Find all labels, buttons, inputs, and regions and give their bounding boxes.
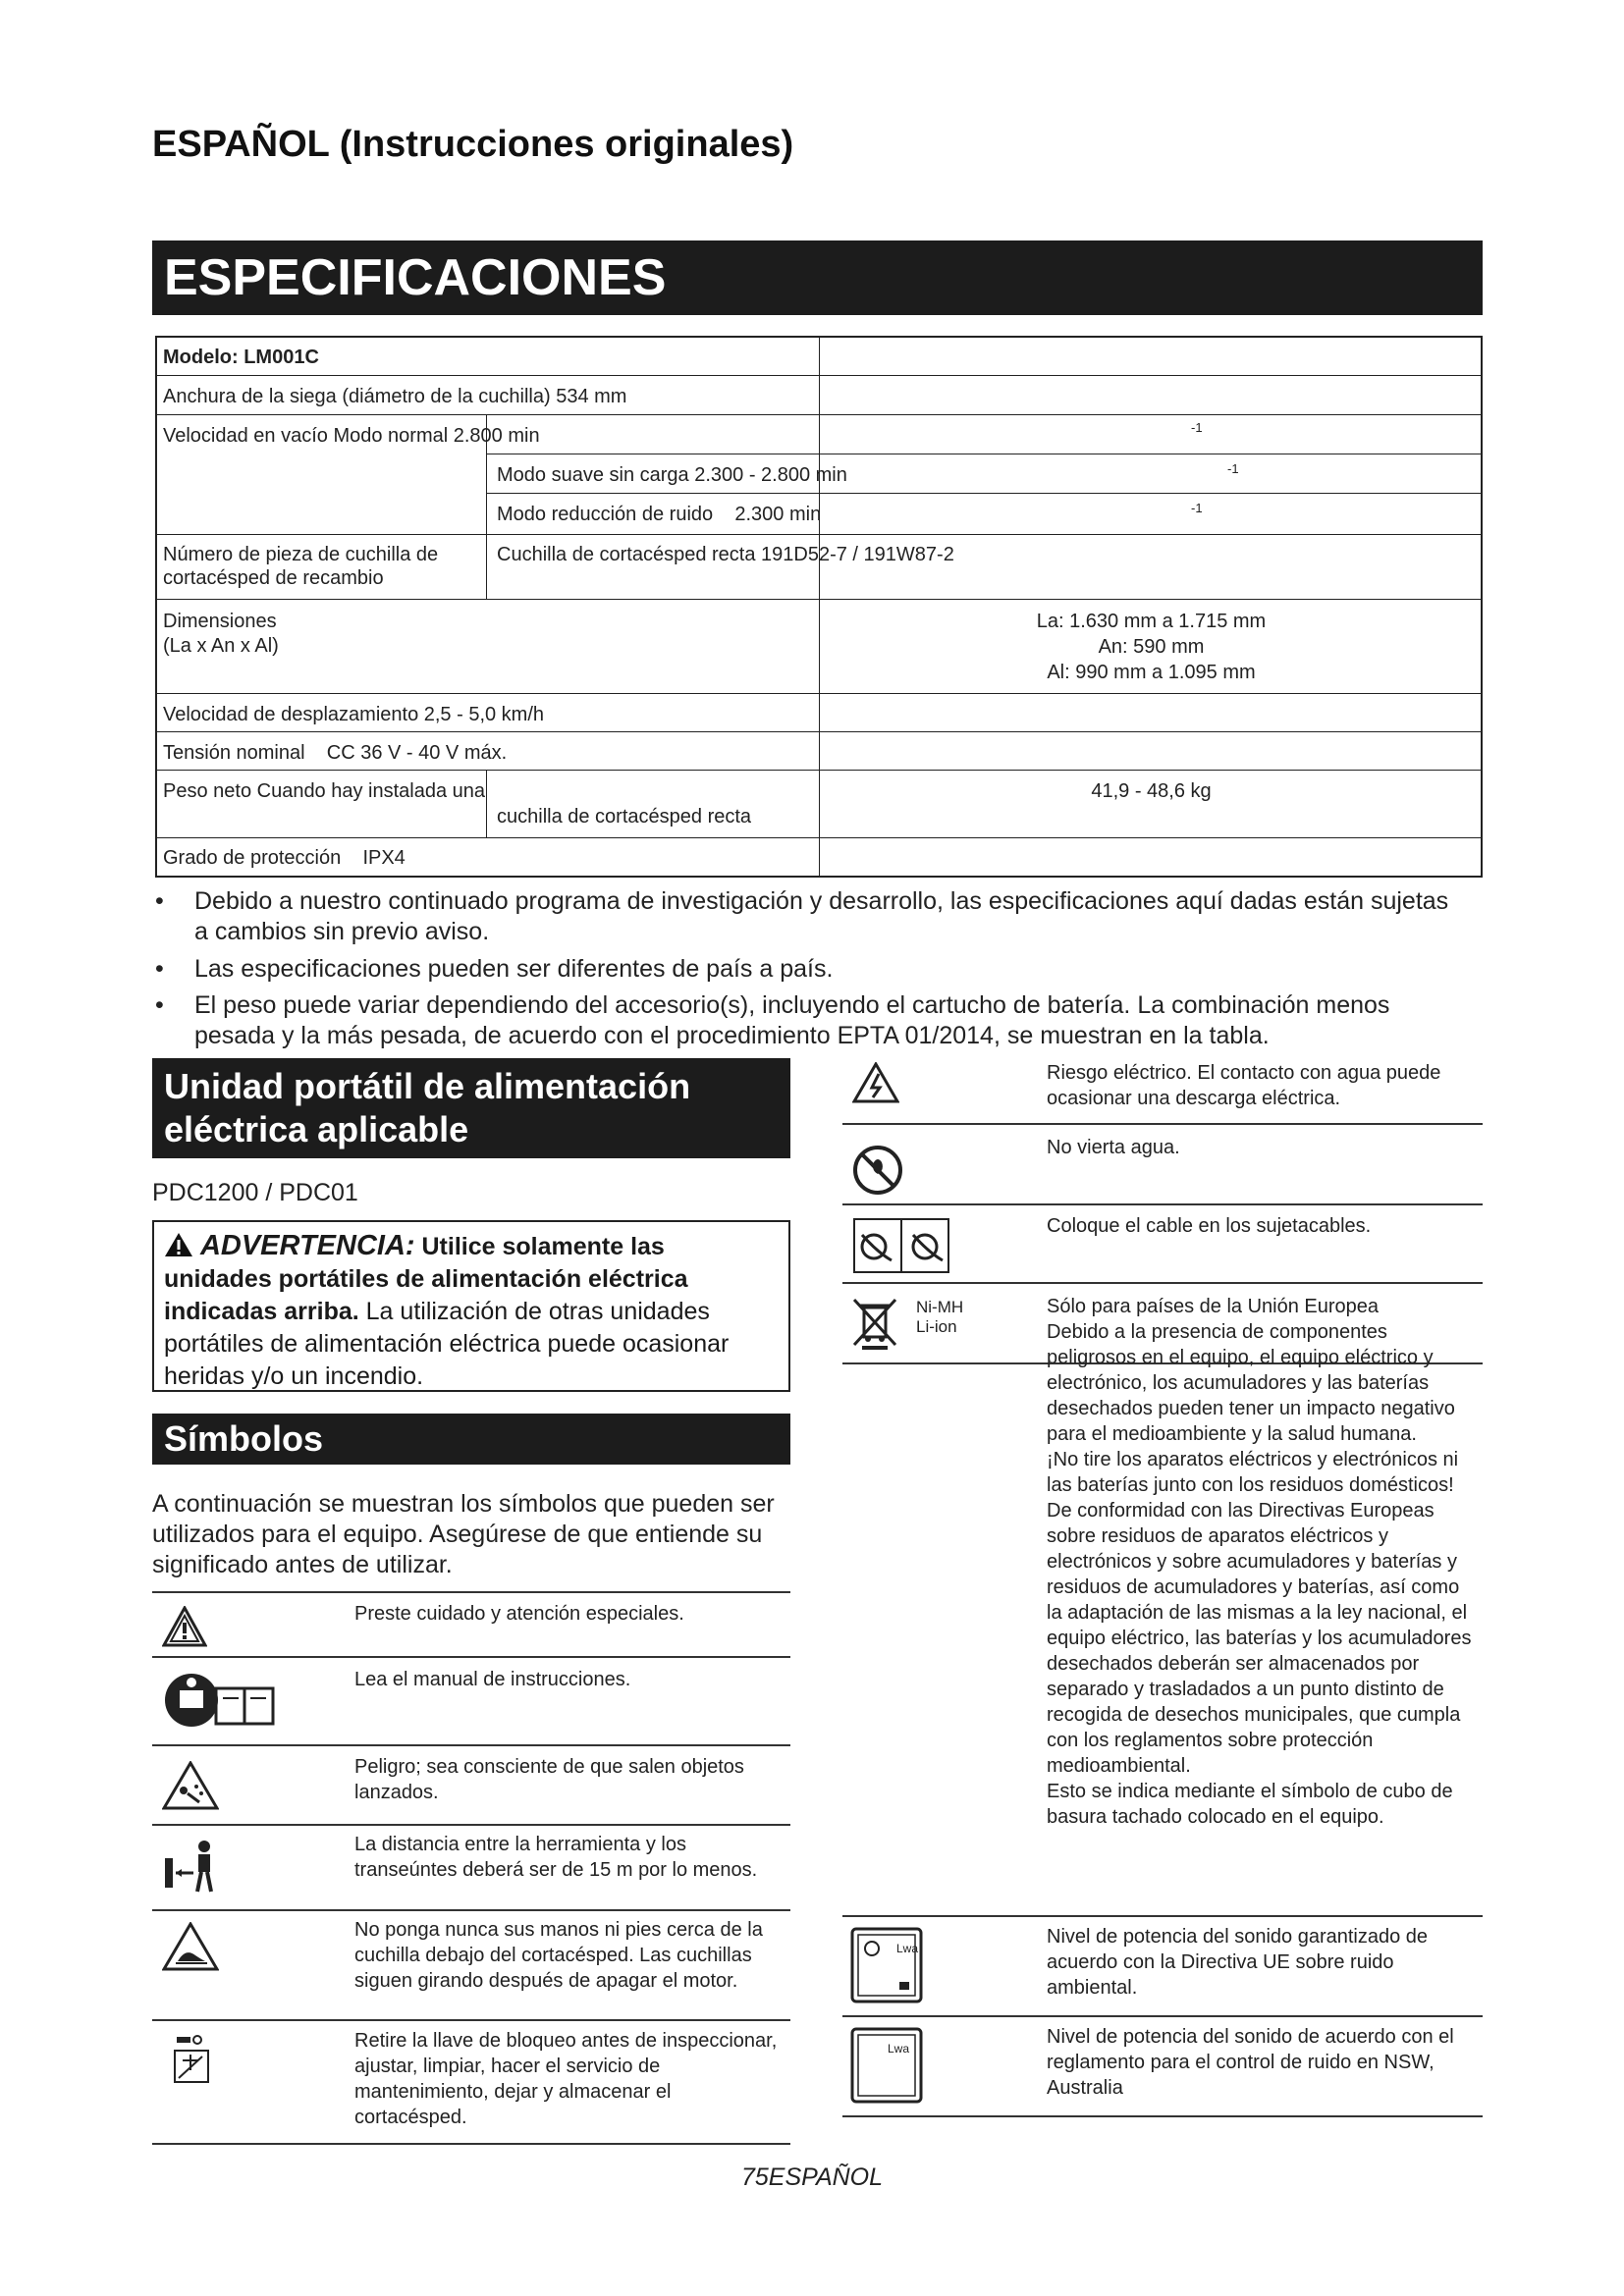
badge-nimh: Ni-MH xyxy=(916,1298,964,1316)
bullet-3: • El peso puede variar dependiendo del accesorio(s), incluyendo el cartucho de batería. La combinación menos pesada y la más pesada, de acuerdo con el procedimiento EPTA 01/2014, se muestran en la tabla. xyxy=(155,991,1390,1049)
symbol-text-caution: Preste cuidado y atención especiales. xyxy=(354,1603,684,1625)
power-unit-heading xyxy=(152,1058,790,1158)
symbol-text-sound-nsw: Nivel de potencia del sonido de acuerdo con el reglamento para el control de ruido en NSW, Australia xyxy=(1047,2026,1454,2099)
thrown-objects-icon xyxy=(162,1761,219,1815)
symbol-text-electric: Riesgo eléctrico. El contacto con agua puede ocasionar una descarga eléctrica. xyxy=(1047,1062,1441,1109)
electric-shock-icon xyxy=(852,1062,899,1108)
power-unit-models: PDC1200 / PDC01 xyxy=(152,1179,358,1206)
power-unit-heading-line-1: Unidad portátil de alimentación xyxy=(164,1066,691,1106)
bullet-2-text: Las especificaciones pueden ser diferentes de país a país. xyxy=(194,955,834,983)
warning-title: ADVERTENCIA: xyxy=(199,1230,415,1261)
symbol-text-distance: La distancia entre la herramienta y los transeúntes deberá ser de 15 m por lo menos. xyxy=(354,1834,758,1881)
symbol-text-sound-eu: Nivel de potencia del sonido garantizado de acuerdo con la Directiva UE sobre ruido ambiental. xyxy=(1047,1926,1429,1999)
spec-noload-quiet: Modo reducción de ruido 2.300 min xyxy=(497,504,822,525)
weee-para-4: De conformidad con las Directivas Europeas sobre residuos de aparatos eléctricos y electrónicos y sobre acumuladores y baterías y residuos de acumuladores y baterías, así como la adaptación de las mismas a la ley nacional, el equipo eléctrico, las baterías y los acumuladores desechados deberán ser almacenados por separado y trasladados a un punto distinto de recogida de desechos municipales, que cumpla con los reglamentos sobre protección medioambiental. xyxy=(1047,1500,1472,1777)
specifications-heading: ESPECIFICACIONES xyxy=(152,240,1483,315)
spec-blade-label: Número de pieza de cuchilla de cortacésped de recambio xyxy=(163,544,439,589)
power-unit-heading-line-2: eléctrica aplicable xyxy=(164,1109,469,1149)
remove-key-icon xyxy=(169,2035,214,2091)
warning-bold-text: Utilice solamente las unidades portátiles de alimentación eléctrica indicadas arriba. xyxy=(164,1233,688,1325)
symbol-text-remove-key: Retire la llave de bloqueo antes de inspeccionar, ajustar, limpiar, hacer el servicio de mantenimiento, dejar y almacenar el cortacésped. xyxy=(354,2030,778,2128)
warning-text: La utilización de otras unidades portátiles de alimentación eléctrica puede ocasionar heridas y/o un incendio. xyxy=(164,1298,730,1390)
spec-sup-2: -1 xyxy=(1227,461,1239,476)
spec-dim-l: La: 1.630 mm a 1.715 mm xyxy=(1036,611,1267,632)
weee-para-1: Sólo para países de la Unión Europea xyxy=(1047,1296,1380,1317)
bullet-2: • Las especificaciones pueden ser diferentes de país a país. xyxy=(155,955,834,983)
spec-sup-1: -1 xyxy=(1191,420,1203,435)
warning-triangle-icon xyxy=(162,1606,207,1652)
spec-protection: Grado de protección IPX4 xyxy=(163,847,406,869)
cable-holder-icon xyxy=(852,1217,950,1279)
bullet-3-text: El peso puede variar dependiendo del accesorio(s), incluyendo el cartucho de batería. La combinación menos pesada y la más pesada, de acuerdo con el procedimiento EPTA 01/2014, se muestran en la tabla. xyxy=(194,991,1390,1049)
warning-box xyxy=(152,1220,790,1392)
symbol-text-weee xyxy=(1047,1294,1477,1830)
page-footer: 75ESPAÑOL xyxy=(740,2163,884,2191)
spec-model: Modelo: LM001C xyxy=(163,347,319,368)
spec-weight-label: Peso neto Cuando hay instalada una xyxy=(163,780,486,802)
no-water-icon xyxy=(852,1145,903,1201)
spec-blade-value: Cuchilla de cortacésped recta 191D52-7 / 191W87-2 xyxy=(497,544,954,565)
spec-dim-w: An: 590 mm xyxy=(1098,636,1205,658)
lwa-label-eu: Lwa xyxy=(896,1942,919,1955)
language-title: ESPAÑOL (Instrucciones originales) xyxy=(152,124,794,165)
sound-power-nsw-icon xyxy=(850,2027,923,2109)
hands-feet-blade-icon xyxy=(162,1922,219,1976)
lwa-label-nsw: Lwa xyxy=(888,2042,910,2056)
weee-para-5: Esto se indica mediante el símbolo de cubo de basura tachado colocado en el equipo. xyxy=(1047,1781,1453,1828)
symbol-text-thrown-objects: Peligro; sea consciente de que salen objetos lanzados. xyxy=(354,1756,744,1803)
badge-liion: Li-ion xyxy=(916,1317,957,1336)
spec-cut-width: Anchura de la siega (diámetro de la cuchilla) 534 mm xyxy=(163,386,627,407)
weee-para-3: ¡No tire los aparatos eléctricos y electrónicos ni las baterías junto con los residuos domésticos! xyxy=(1047,1449,1459,1496)
read-manual-icon xyxy=(162,1671,280,1735)
symbol-text-no-water: No vierta agua. xyxy=(1047,1137,1180,1158)
crossed-bin-icon xyxy=(852,1296,897,1356)
warning-icon xyxy=(164,1233,200,1260)
spec-voltage: Tensión nominal CC 36 V - 40 V máx. xyxy=(163,742,508,764)
spec-weight-value: 41,9 - 48,6 kg xyxy=(1091,780,1212,802)
symbol-text-hands-feet: No ponga nunca sus manos ni pies cerca de la cuchilla debajo del cortacésped. Las cuchillas siguen girando después de apagar el motor. xyxy=(354,1919,763,1992)
symbols-intro: A continuación se muestran los símbolos que pueden ser utilizados para el equipo. Asegúrese de que entiende su significado antes de utilizar. xyxy=(152,1490,775,1578)
spec-noload-normal: Velocidad en vacío Modo normal 2.800 min xyxy=(163,425,540,447)
spec-weight-label-2: cuchilla de cortacésped recta xyxy=(497,806,752,828)
bullet-1-text: Debido a nuestro continuado programa de investigación y desarrollo, las especificaciones aquí dadas están sujetas a cambios sin previo aviso. xyxy=(194,887,1449,945)
spec-dim-label-1: Dimensiones xyxy=(163,611,277,632)
symbol-text-manual: Lea el manual de instrucciones. xyxy=(354,1669,631,1690)
weee-para-2: Debido a la presencia de componentes peligrosos en el equipo, el equipo eléctrico y electrónico, los acumuladores y las baterías desechados pueden tener un impacto negativo para el medioambiente y la salud humana. xyxy=(1047,1321,1455,1445)
spec-travel-speed: Velocidad de desplazamiento 2,5 - 5,0 km/h xyxy=(163,704,545,725)
bullet-1: • Debido a nuestro continuado programa de investigación y desarrollo, las especificaciones aquí dadas están sujetas a cambios sin previo aviso. xyxy=(155,887,1449,945)
spec-dim-label-2: (La x An x Al) xyxy=(163,635,279,657)
spec-noload-soft: Modo suave sin carga 2.300 - 2.800 min xyxy=(497,464,847,486)
symbols-heading: Símbolos xyxy=(152,1414,790,1465)
spec-dim-h: Al: 990 mm a 1.095 mm xyxy=(1047,662,1256,683)
symbol-text-cable: Coloque el cable en los sujetacables. xyxy=(1047,1215,1372,1237)
spec-sup-3: -1 xyxy=(1191,501,1203,515)
keep-distance-icon xyxy=(162,1837,221,1900)
